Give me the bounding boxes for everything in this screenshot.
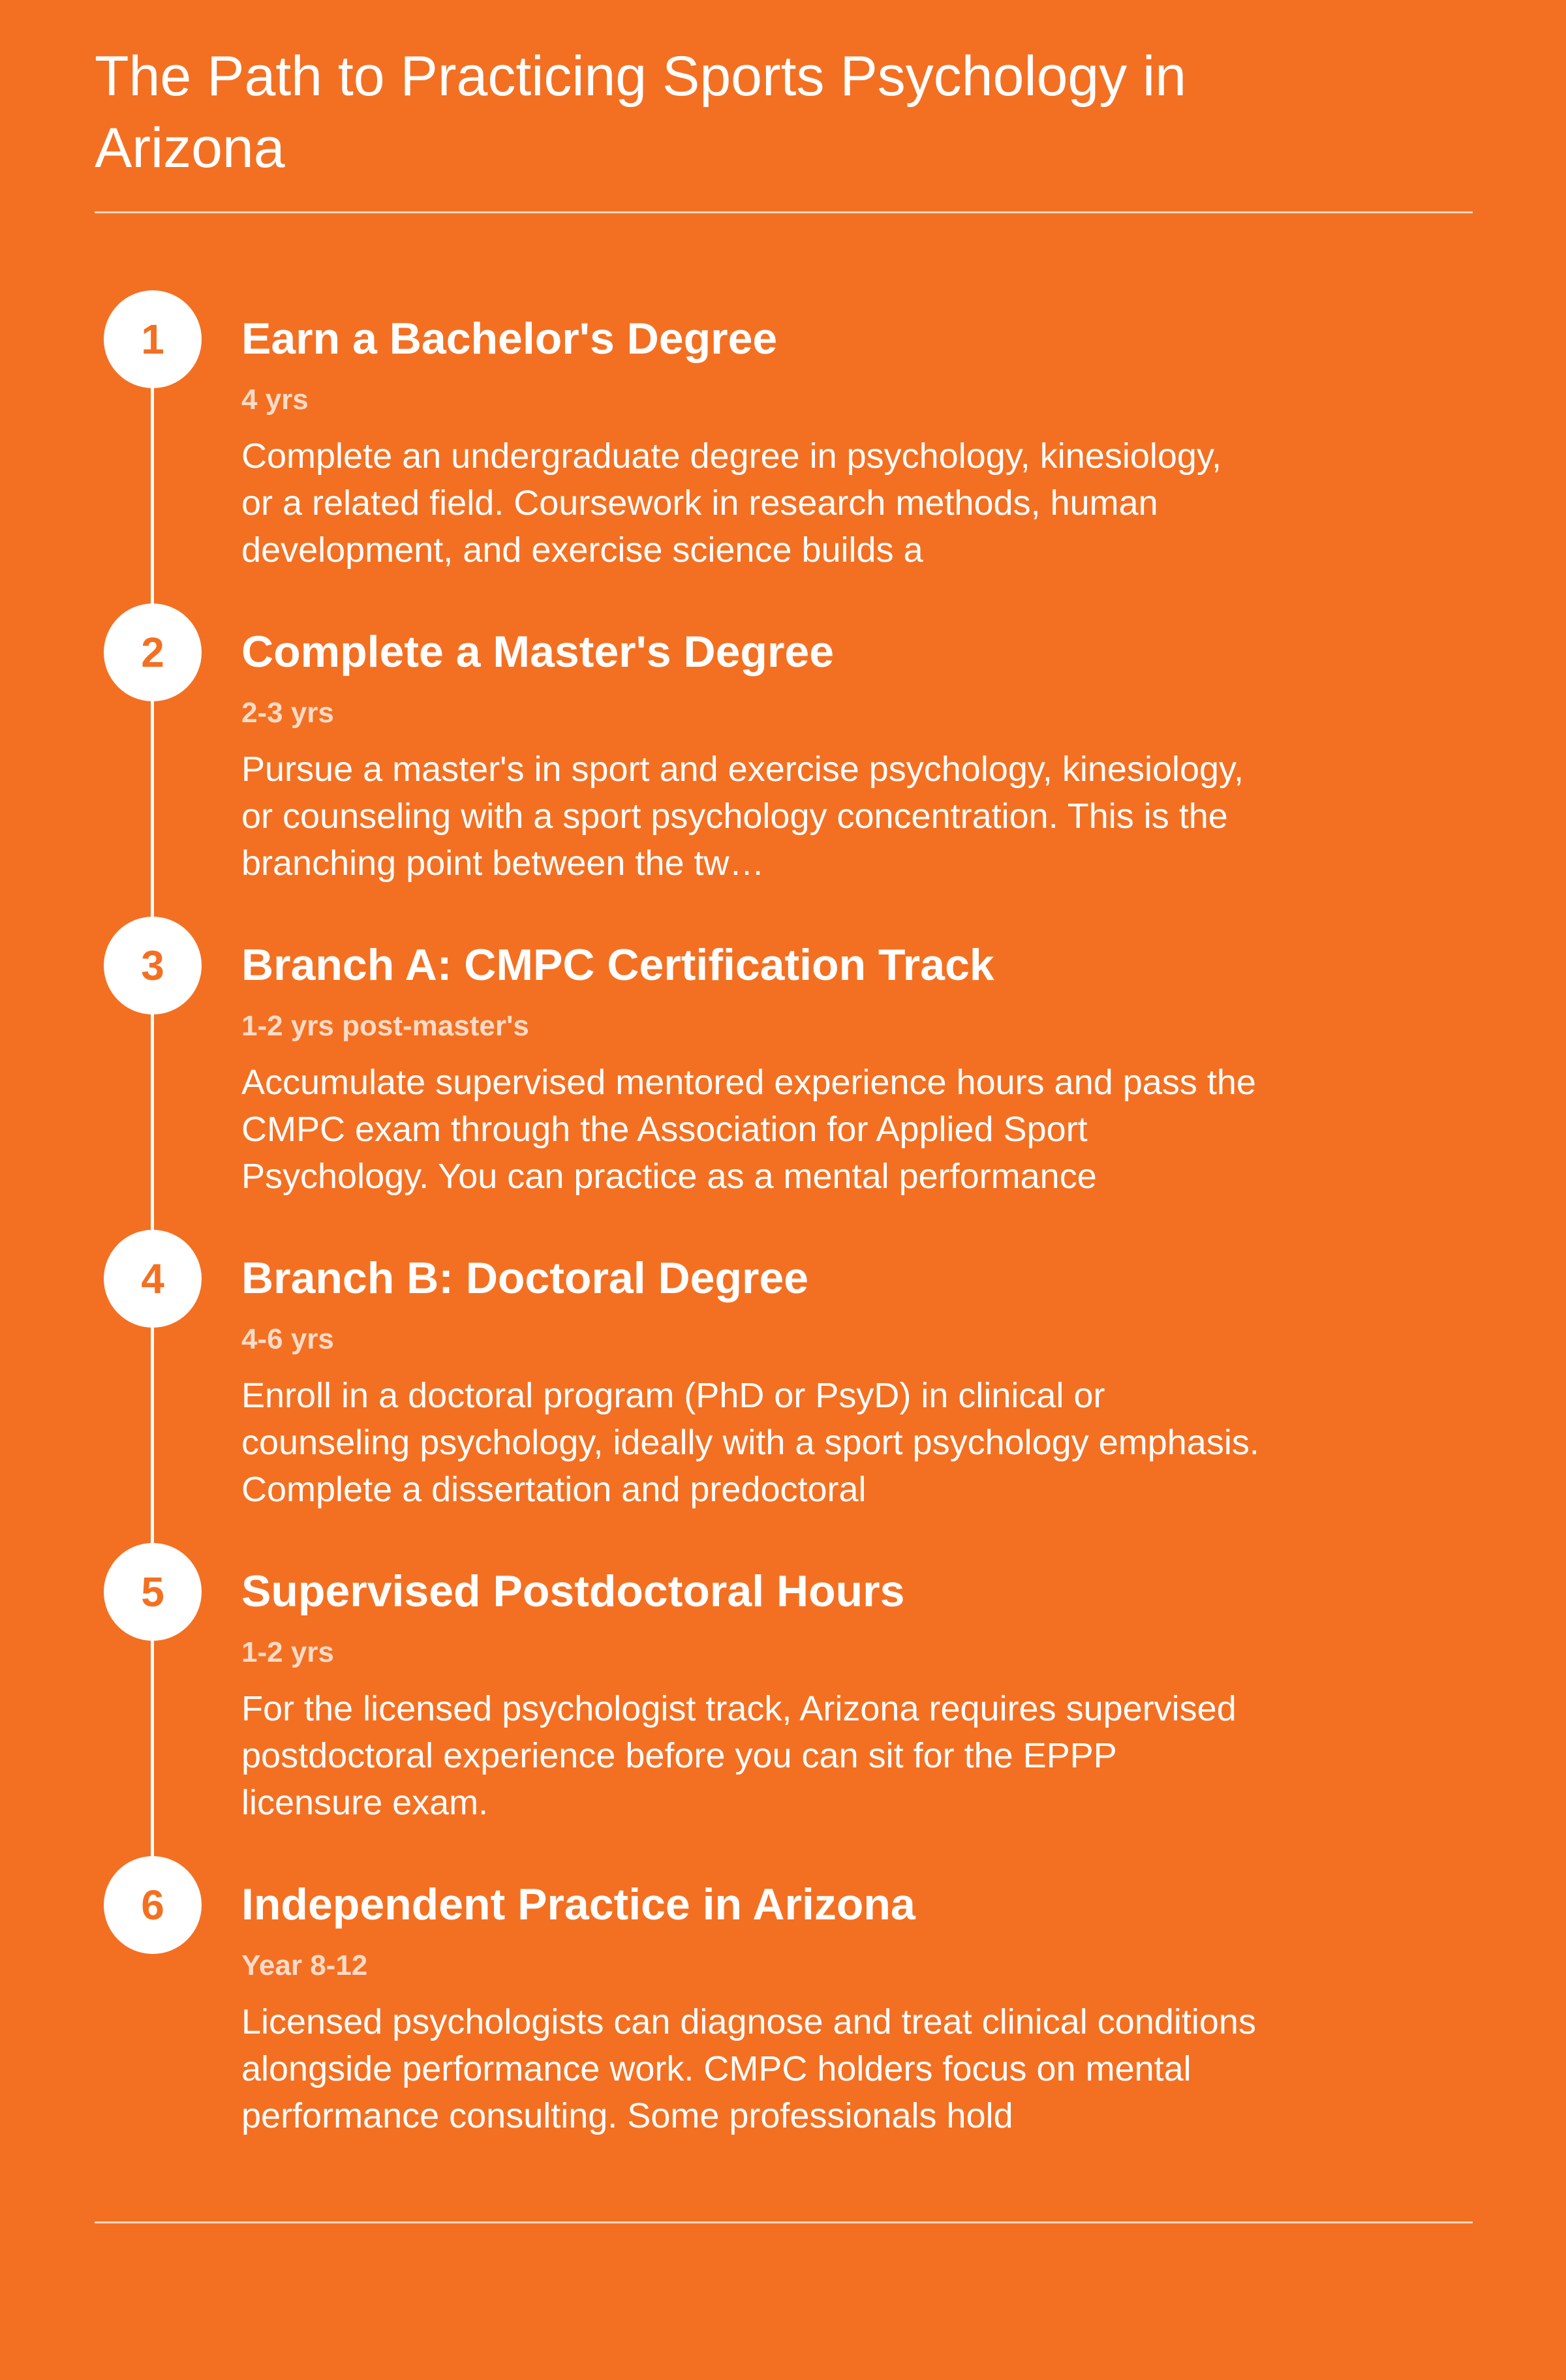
step-description: Pursue a master's in sport and exercise psychology, kinesiology, or counseling with a sport psychology concentration. This is the branching point between the tw… (241, 750, 1244, 883)
step-number-badge: 3 (104, 917, 202, 1015)
step-duration: 4 yrs (241, 384, 309, 416)
page-title: The Path to Practicing Sports Psychology in Arizona (95, 45, 1187, 179)
timeline-step (0, 1543, 1566, 1856)
step-description: Enroll in a doctoral program (PhD or PsyD) in clinical or counseling psychology, ideally with a sport psychology emphasis. Complete a dissertation and predoctoral (241, 1376, 1259, 1509)
timeline-step (0, 1856, 1566, 2169)
step-duration: 1-2 yrs (241, 1636, 334, 1668)
step-description: Licensed psychologists can diagnose and treat clinical conditions alongside performance work. CMPC holders focus on mental performance consulting. Some professionals hold (241, 2002, 1256, 2135)
step-number-badge: 6 (104, 1856, 202, 1954)
step-duration: 1-2 yrs post-master's (241, 1010, 529, 1042)
step-number-badge: 4 (104, 1230, 202, 1328)
step-duration: 2-3 yrs (241, 697, 334, 729)
step-title: Branch B: Doctoral Degree (241, 1253, 809, 1303)
step-title: Independent Practice in Arizona (241, 1880, 915, 1929)
step-description: Accumulate supervised mentored experience hours and pass the CMPC exam through the Association for Applied Sport Psychology. You can practice as a mental performance (241, 1063, 1256, 1196)
step-title: Branch A: CMPC Certification Track (241, 940, 994, 990)
step-number-badge: 1 (104, 290, 202, 388)
timeline-step (0, 1230, 1566, 1543)
step-description: Complete an undergraduate degree in psychology, kinesiology, or a related field. Coursework in research methods, human development, and exercise science builds a (241, 436, 1221, 570)
step-duration: 4-6 yrs (241, 1323, 334, 1355)
step-duration: Year 8-12 (241, 1949, 368, 1981)
bottom-divider (95, 2221, 1473, 2223)
step-description: For the licensed psychologist track, Arizona requires supervised postdoctoral experience before you can sit for the EPPP licensure exam. (241, 1689, 1236, 1822)
step-number-badge: 5 (104, 1543, 202, 1641)
timeline-step (0, 603, 1566, 917)
top-divider (95, 211, 1473, 213)
step-title: Supervised Postdoctoral Hours (241, 1566, 905, 1616)
timeline-step (0, 290, 1566, 603)
step-title: Earn a Bachelor's Degree (241, 314, 778, 363)
step-title: Complete a Master's Degree (241, 627, 835, 677)
step-number-badge: 2 (104, 603, 202, 701)
timeline-step (0, 917, 1566, 1230)
